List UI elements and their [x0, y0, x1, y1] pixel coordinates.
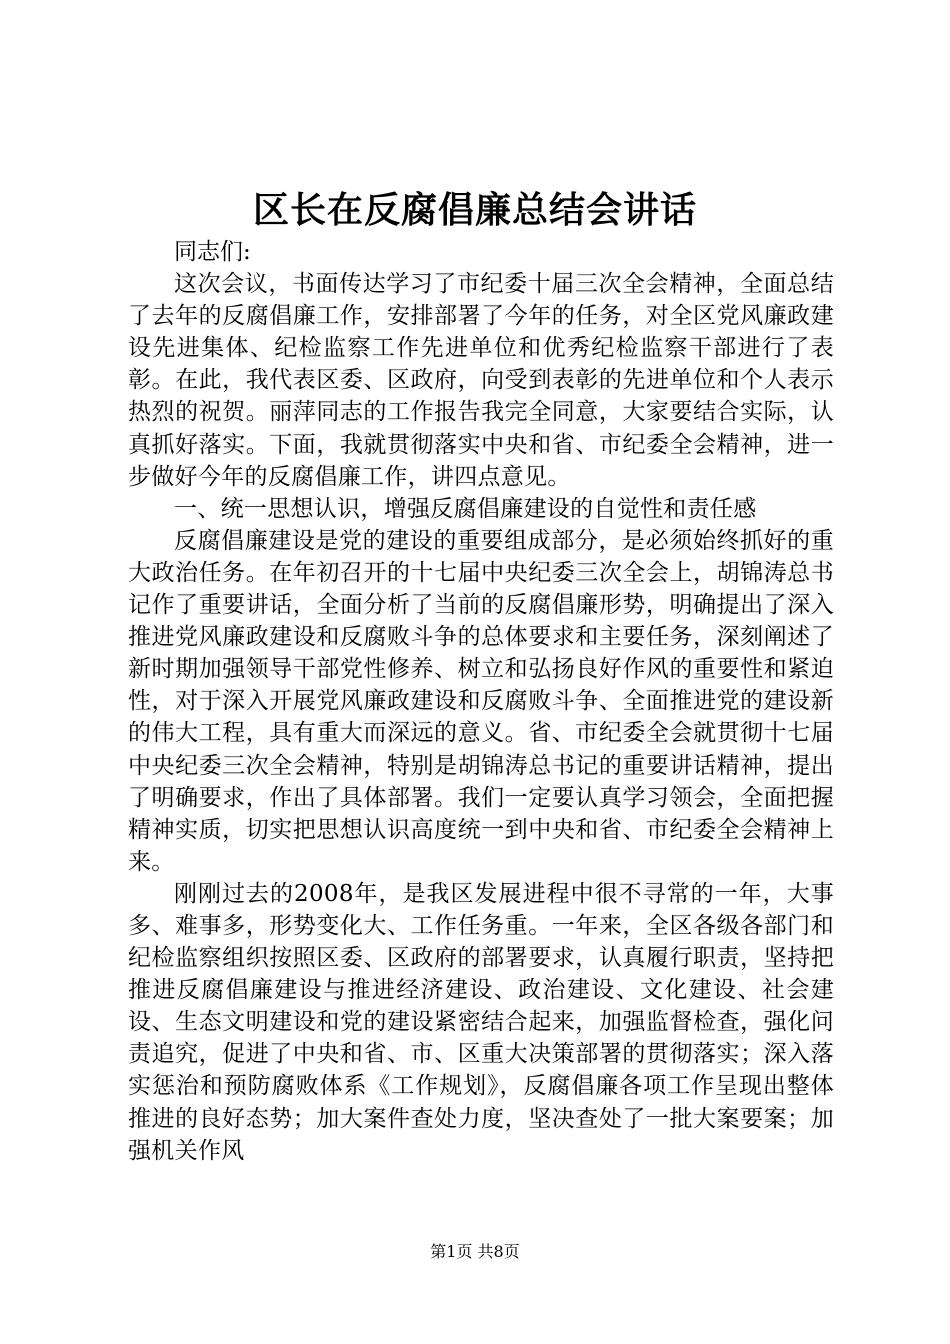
salutation: 同志们:: [174, 239, 251, 265]
document-title: 区长在反腐倡廉总结会讲话: [252, 189, 697, 231]
paragraph-section-1: 反腐倡廉建设是党的建设的重要组成部分，是必须始终抓好的重大政治任务。在年初召开的十七届中央纪委三次全会上，胡锦涛总书记作了重要讲话，全面分析了当前的反腐倡廉形势，明确提出了深入推进党风廉政建设和反腐败斗争的总体要求和主要任务，深刻阐述了新时期加强领导干部党性修养、树立和弘扬良好作风的重要性和紧迫性，对于深入开展党风廉政建设和反腐败斗争、全面推进党的建设新的伟大工程，具有重大而深远的意义。省、市纪委全会就贯彻十七届中央纪委三次全会精神，特别是胡锦涛总书记的重要讲话精神，提出了明确要求，作出了具体部署。我们一定要认真学习领会，全面把握精神实质，切实把思想认识高度统一到中央和省、市纪委全会精神上来。: [128, 527, 834, 875]
page-footer: 第1页 共8页: [430, 1242, 520, 1261]
paragraph-2008-review: 刚刚过去的2008年，是我区发展进程中很不寻常的一年，大事多、难事多，形势变化大、工作任务重。一年来，全区各级各部门和纪检监察组织按照区委、区政府的部署要求，认真履行职责，坚持把推进反腐倡廉建设与推进经济建设、政治建设、文化建设、社会建设、生态文明建设和党的建设紧密结合起来，加强监督检查，强化问责追究，促进了中央和省、市、区重大决策部署的贯彻落实；深入落实惩治和预防腐败体系《工作规划》，反腐倡廉各项工作呈现出整体推进的良好态势；加大案件查处力度，坚决查处了一批大案要案；加强机关作风: [128, 880, 834, 1164]
paragraph-intro: 这次会议，书面传达学习了市纪委十届三次全会精神，全面总结了去年的反腐倡廉工作，安排部署了今年的任务，对全区党风廉政建设先进集体、纪检监察工作先进单位和优秀纪检监察干部进行了表彰。在此，我代表区委、区政府，向受到表彰的先进单位和个人表示热烈的祝贺。丽萍同志的工作报告我完全同意，大家要结合实际，认真抓好落实。下面，我就贯彻落实中央和省、市纪委全会精神，进一步做好今年的反腐倡廉工作，讲四点意见。: [128, 271, 834, 490]
document-body: [128, 236, 834, 1167]
section-heading-1: 一、统一思想认识，增强反腐倡廉建设的自觉性和责任感: [174, 495, 757, 522]
